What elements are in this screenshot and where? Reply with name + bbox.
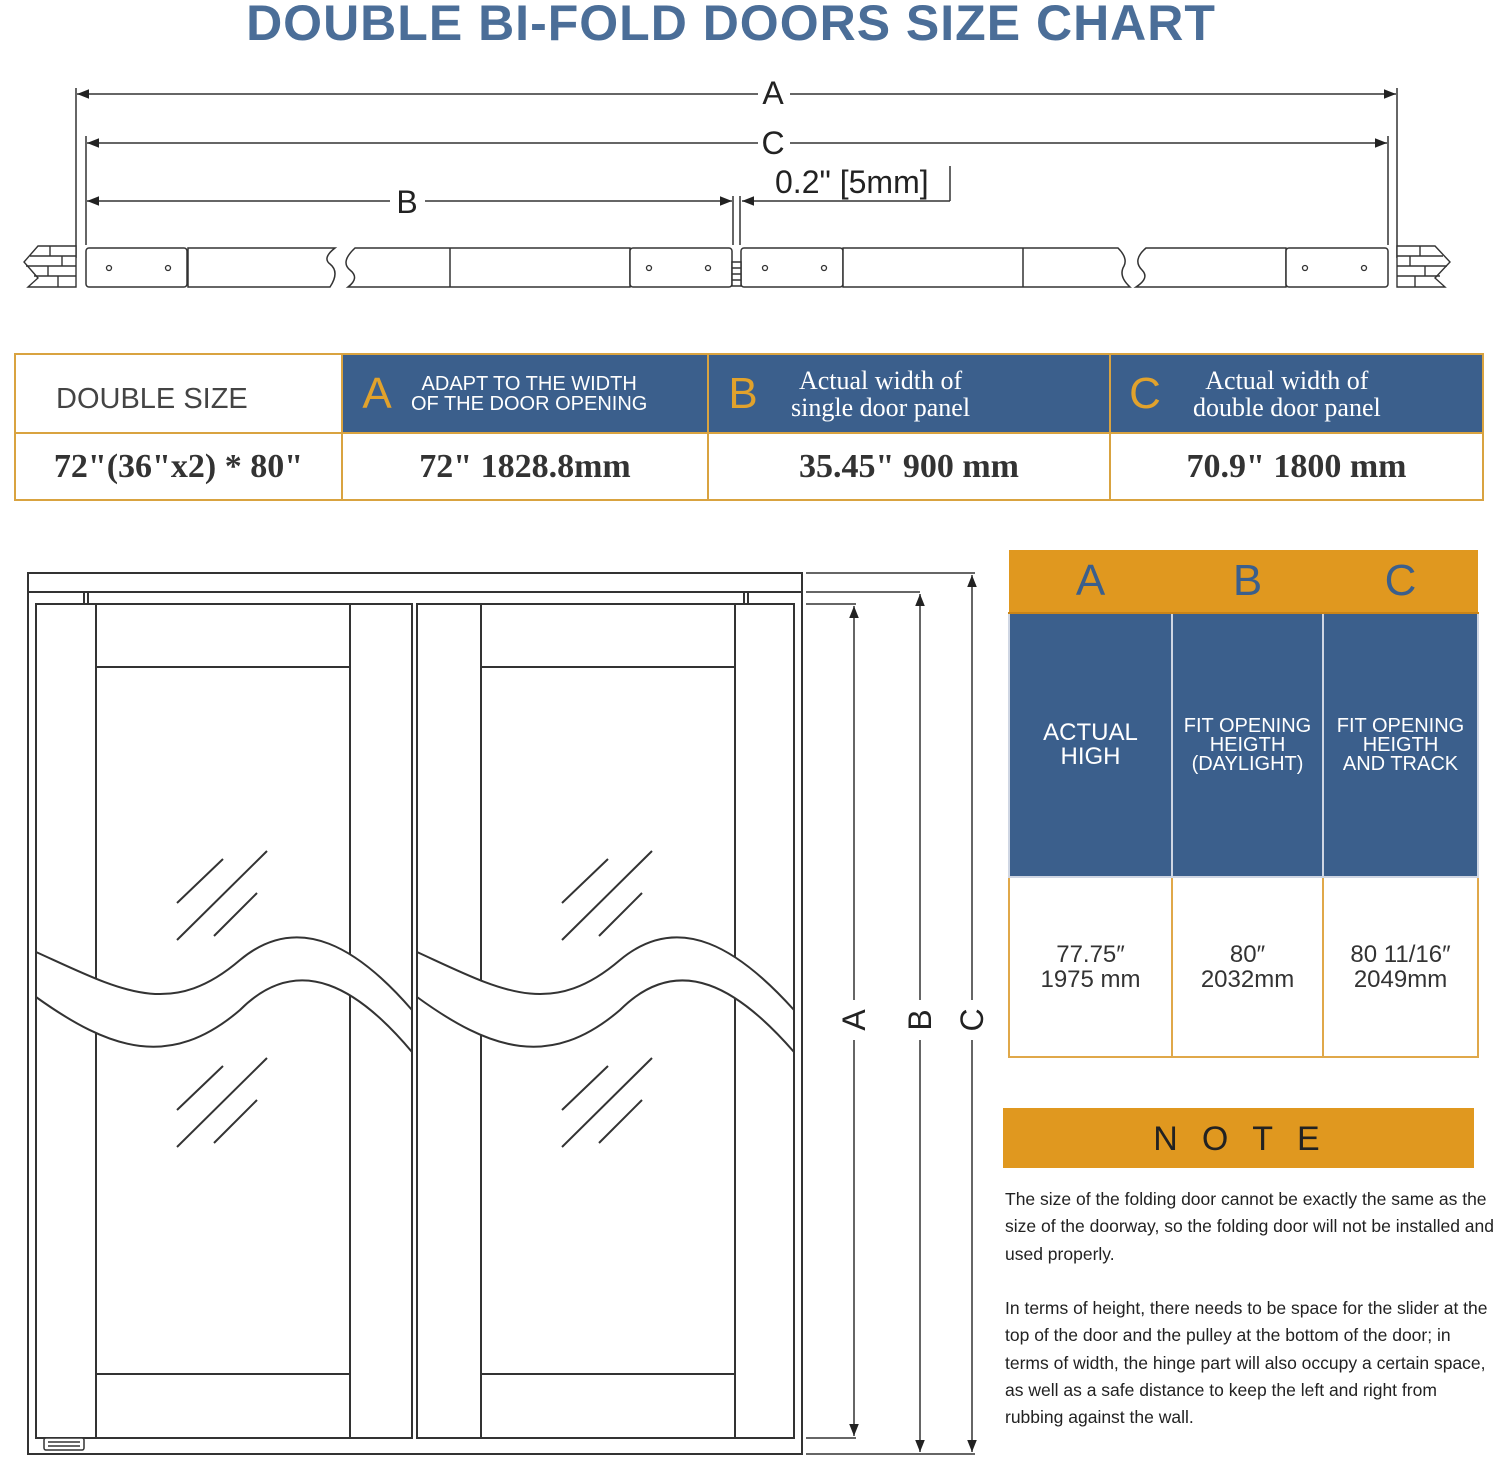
dim-label-a: A	[762, 75, 784, 111]
c-header-letter: C	[1129, 368, 1161, 418]
height-label-a-line2: HIGH	[1060, 743, 1121, 770]
height-label-b-line3: (DAYLIGHT)	[1191, 752, 1304, 775]
height-label-cell-b	[1172, 613, 1323, 877]
height-label-b-line2: HEIGTH	[1209, 733, 1286, 756]
height-label-c-line1: FIT OPENING	[1336, 714, 1465, 737]
right-wall-icon	[1397, 246, 1450, 287]
height-label-cell-a	[1009, 613, 1172, 877]
note-paragraph-1: The size of the folding door cannot be exactly the same as the size of the doorway, so the folding door will not be installed and used properly.	[1005, 1189, 1495, 1264]
c-header-cell	[1110, 354, 1483, 433]
note-title: NOTE	[1003, 1108, 1474, 1168]
dim-label-c: C	[761, 125, 785, 161]
b-header-line1: Actual width of	[798, 365, 963, 395]
height-label-a-line1: ACTUAL	[1043, 719, 1138, 746]
height-value-b-inch: 80″	[1229, 941, 1266, 968]
a-value: 72" 1828.8mm	[419, 447, 631, 485]
height-letter-b: B	[1172, 550, 1323, 613]
height-value-cell-b	[1172, 877, 1323, 1057]
page-title: DOUBLE BI-FOLD DOORS SIZE CHART	[246, 0, 1216, 51]
height-table	[1008, 550, 1479, 1058]
height-value-a-inch: 77.75″	[1056, 941, 1125, 968]
c-header-line1: Actual width of	[1205, 365, 1369, 395]
c-value-cell	[1110, 433, 1483, 500]
b-value: 35.45" 900 mm	[798, 447, 1020, 485]
size-header-label: DOUBLE SIZE	[56, 383, 248, 415]
height-value-a-mm: 1975 mm	[1040, 966, 1141, 993]
c-value: 70.9" 1800 mm	[1186, 447, 1407, 485]
height-value-cell-c	[1323, 877, 1478, 1057]
height-label-b: B	[902, 1009, 938, 1031]
note-paragraph-2: In terms of height, there needs to be space for the slider at the top of the door and the pulley at the bottom of the door; in terms of width, the hinge part will also occupy a certain space, as well as a safe distance to keep the left and right from rubbing against the wall.	[1005, 1298, 1488, 1428]
size-value: 72"(36"x2) * 80"	[53, 447, 304, 485]
a-header-line1: ADAPT TO THE WIDTH	[421, 372, 637, 395]
a-header-line2: OF THE DOOR OPENING	[411, 392, 648, 415]
b-header-letter: B	[728, 368, 758, 418]
b-header-line2: single door panel	[791, 392, 971, 422]
height-label-c-line2: HEIGTH	[1362, 733, 1439, 756]
pulley-icon	[44, 1438, 84, 1450]
height-label-a: A	[836, 1009, 872, 1031]
height-label-cell-c	[1323, 613, 1478, 877]
a-header-letter: A	[362, 368, 392, 418]
height-value-cell-a	[1009, 877, 1172, 1057]
height-label-b-line1: FIT OPENING	[1183, 714, 1312, 737]
dim-label-b: B	[396, 184, 418, 220]
height-value-c-inch: 80 11/16″	[1350, 941, 1451, 968]
height-value-c-mm: 2049mm	[1353, 966, 1448, 993]
gap-label: 0.2" [5mm]	[775, 164, 929, 200]
height-letter-a: A	[1009, 550, 1172, 613]
height-label-c: C	[954, 1008, 990, 1032]
height-letter-c: C	[1323, 550, 1478, 613]
height-label-c-line3: AND TRACK	[1342, 752, 1459, 775]
height-value-b-mm: 2032mm	[1200, 966, 1295, 993]
c-header-line2: double door panel	[1193, 392, 1381, 422]
